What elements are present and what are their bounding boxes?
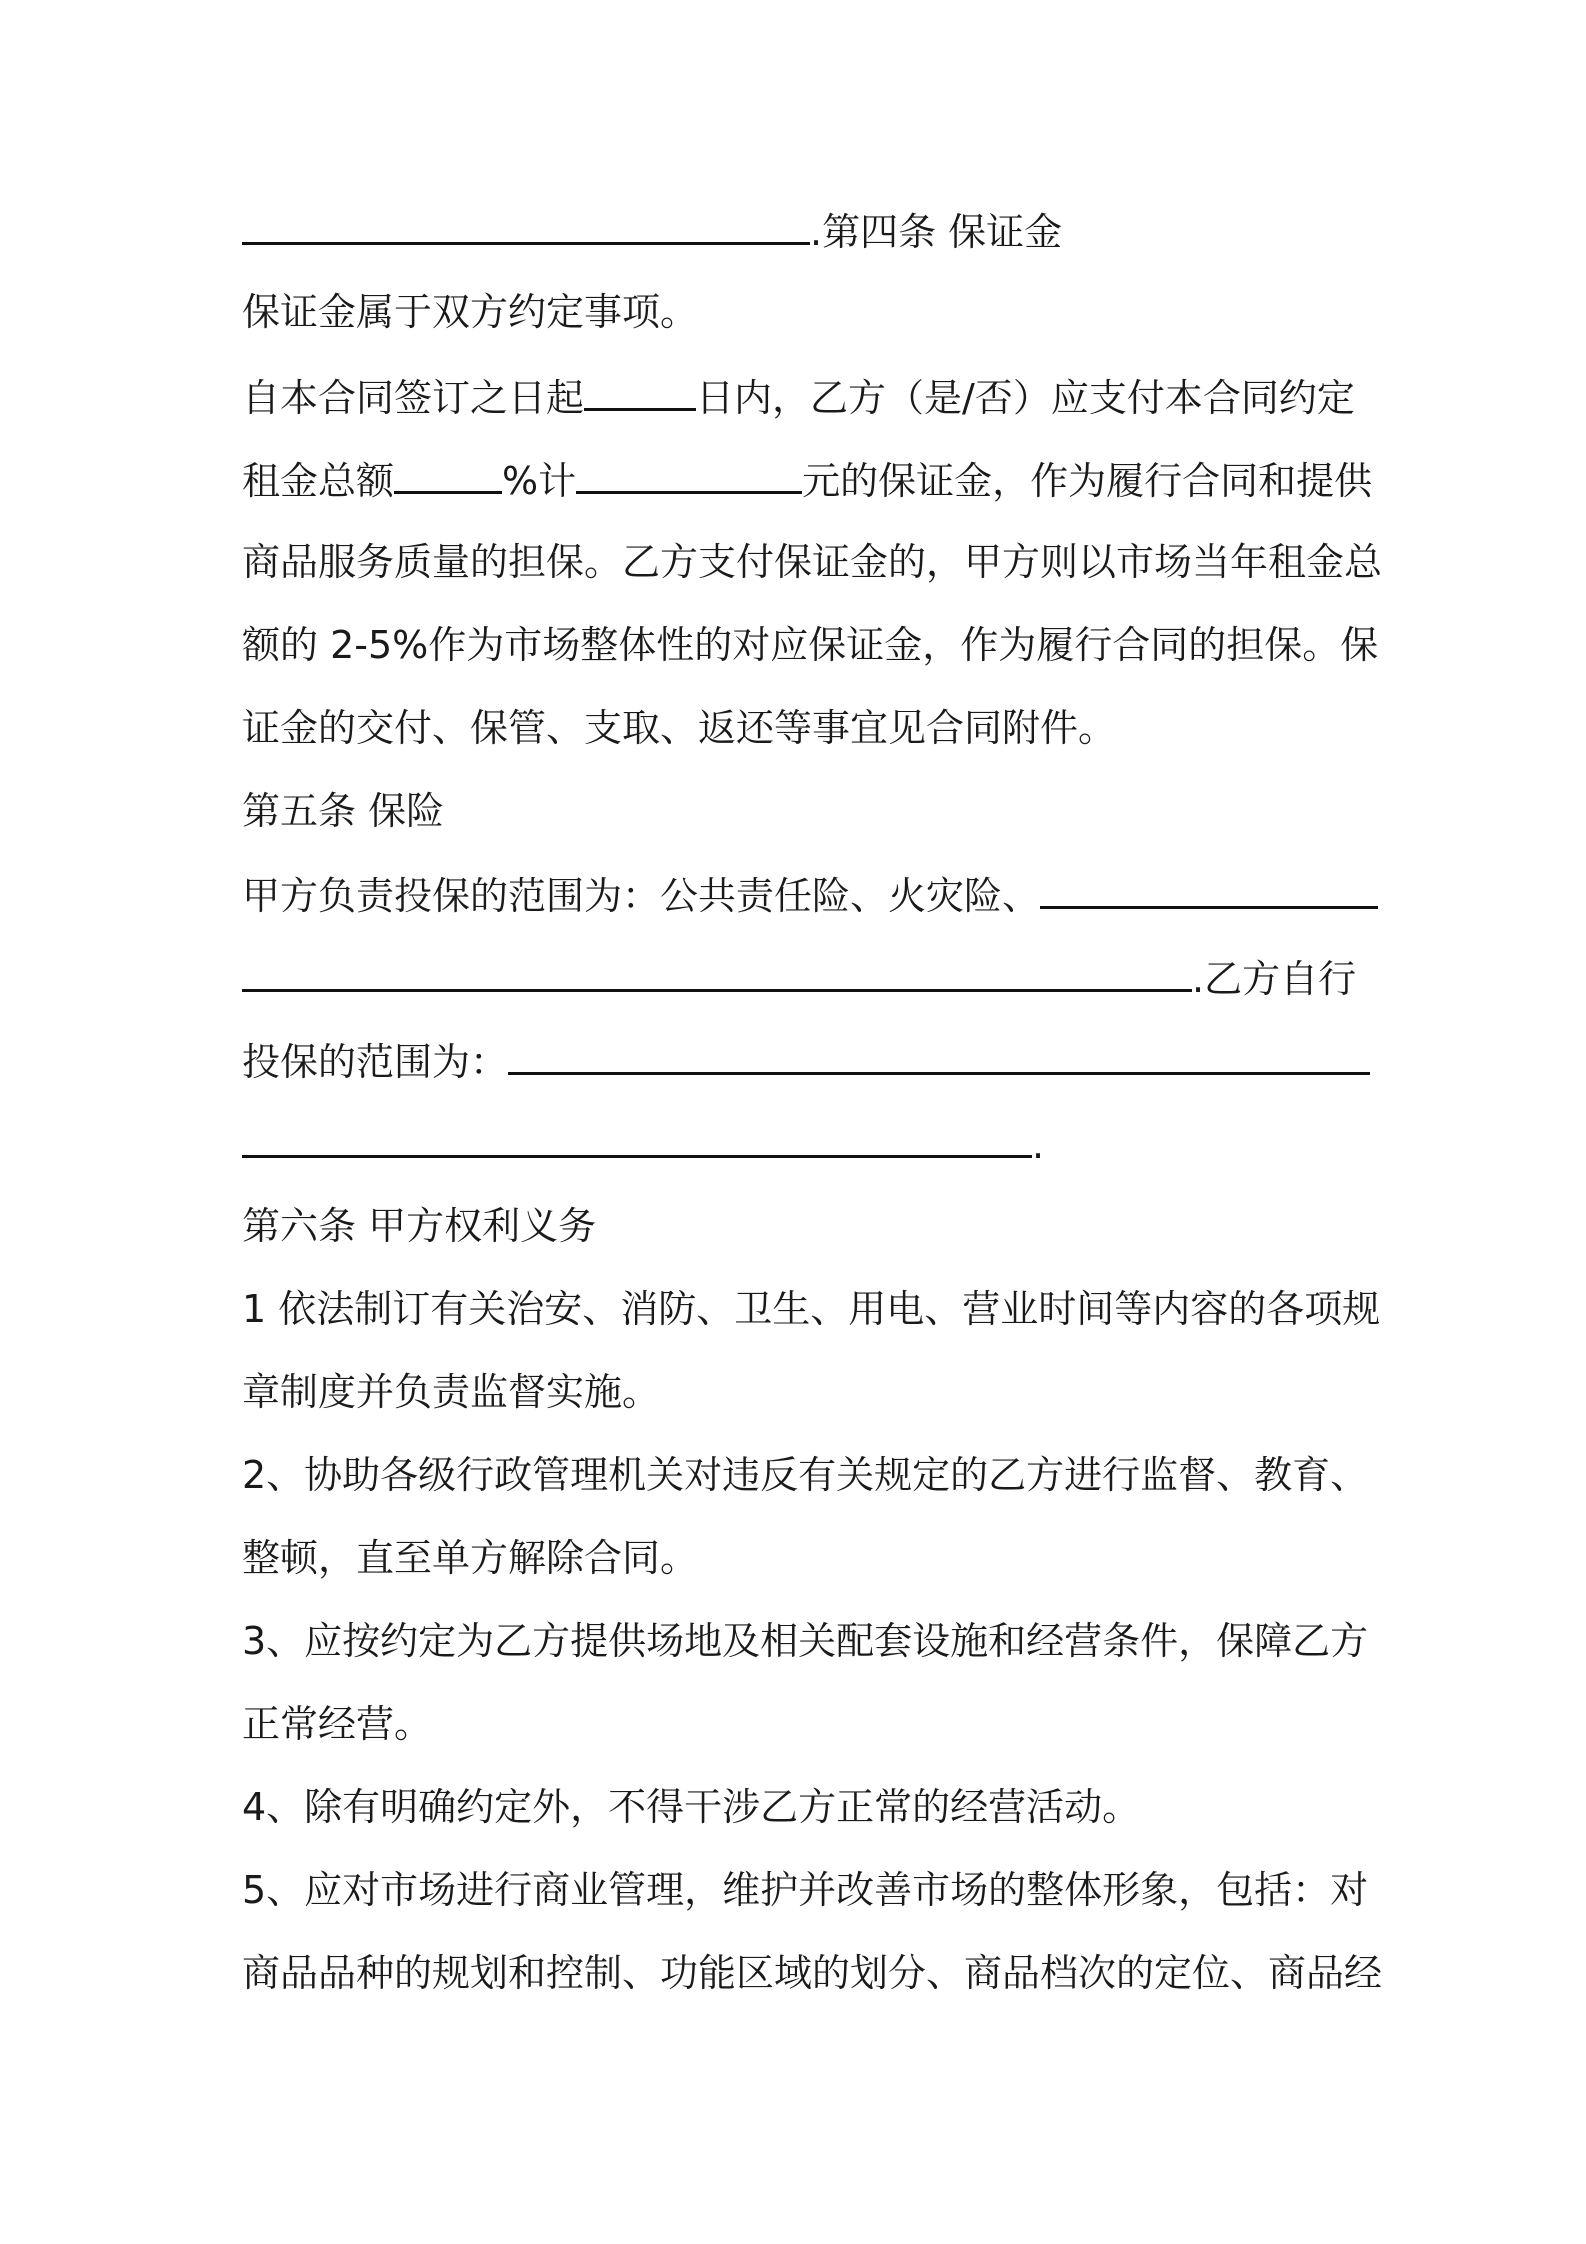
blank-field: [242, 951, 1192, 992]
section4-paragraph: [242, 453, 1372, 505]
text-run: 日内，乙方（是/否）应支付本合同约定: [696, 376, 1355, 420]
text-run: 投保的范围为：: [242, 1040, 509, 1084]
text-run: 自本合同签订之日起: [242, 376, 585, 420]
text-run: .乙方自行: [1192, 957, 1357, 1001]
section4-heading-line: [242, 204, 1062, 256]
blank-percent: [394, 453, 502, 494]
section6-item: 3、应按约定为乙方提供场地及相关配套设施和经营条件，保障乙方: [242, 1619, 1369, 1663]
section4-paragraph: 额的 2-5%作为市场整体性的对应保证金，作为履行合同的担保。保: [242, 623, 1379, 667]
text-run: 元的保证金，作为履行合同和提供: [802, 459, 1373, 503]
text-run: 甲方负责投保的范围为：公共责任险、火灾险、: [242, 874, 1041, 918]
section6-item: 章制度并负责监督实施。: [242, 1370, 661, 1414]
section6-heading: 第六条 甲方权利义务: [242, 1204, 597, 1248]
section6-item: 4、除有明确约定外，不得干涉乙方正常的经营活动。: [242, 1785, 1141, 1829]
section6-item: 商品品种的规划和控制、功能区域的划分、商品档次的定位、商品经: [242, 1951, 1383, 1995]
section6-item: 1 依法制订有关治安、消防、卫生、用电、营业时间等内容的各项规: [242, 1287, 1381, 1331]
section4-paragraph: 证金的交付、保管、支取、返还等事宜见合同附件。: [242, 706, 1117, 750]
section5-paragraph: [242, 951, 1356, 1003]
blank-field: [242, 1117, 1032, 1158]
section5-paragraph: [242, 868, 1378, 920]
section4-heading: .第四条 保证金: [810, 210, 1063, 254]
section6-item: 5、应对市场进行商业管理，维护并改善市场的整体形象，包括：对: [242, 1868, 1369, 1912]
blank-days: [584, 370, 696, 411]
section6-item: 2、协助各级行政管理机关对违反有关规定的乙方进行监督、教育、: [242, 1453, 1369, 1497]
section5-paragraph: [242, 1117, 1044, 1169]
section4-paragraph: [242, 370, 1355, 422]
section5-heading: 第五条 保险: [242, 789, 445, 833]
text-run: .: [1032, 1123, 1045, 1167]
blank-field: [508, 1034, 1370, 1075]
text-run: %计: [502, 459, 577, 503]
section5-paragraph: [242, 1034, 1370, 1086]
section6-item: 正常经营。: [242, 1702, 433, 1746]
blank-field: [1040, 868, 1378, 909]
blank-field: [242, 204, 810, 245]
section4-paragraph: 保证金属于双方约定事项。: [242, 290, 699, 334]
text-run: 租金总额: [242, 459, 395, 503]
section6-item: 整顿，直至单方解除合同。: [242, 1536, 699, 1580]
blank-amount: [576, 453, 802, 494]
section4-paragraph: 商品服务质量的担保。乙方支付保证金的，甲方则以市场当年租金总: [242, 540, 1383, 584]
